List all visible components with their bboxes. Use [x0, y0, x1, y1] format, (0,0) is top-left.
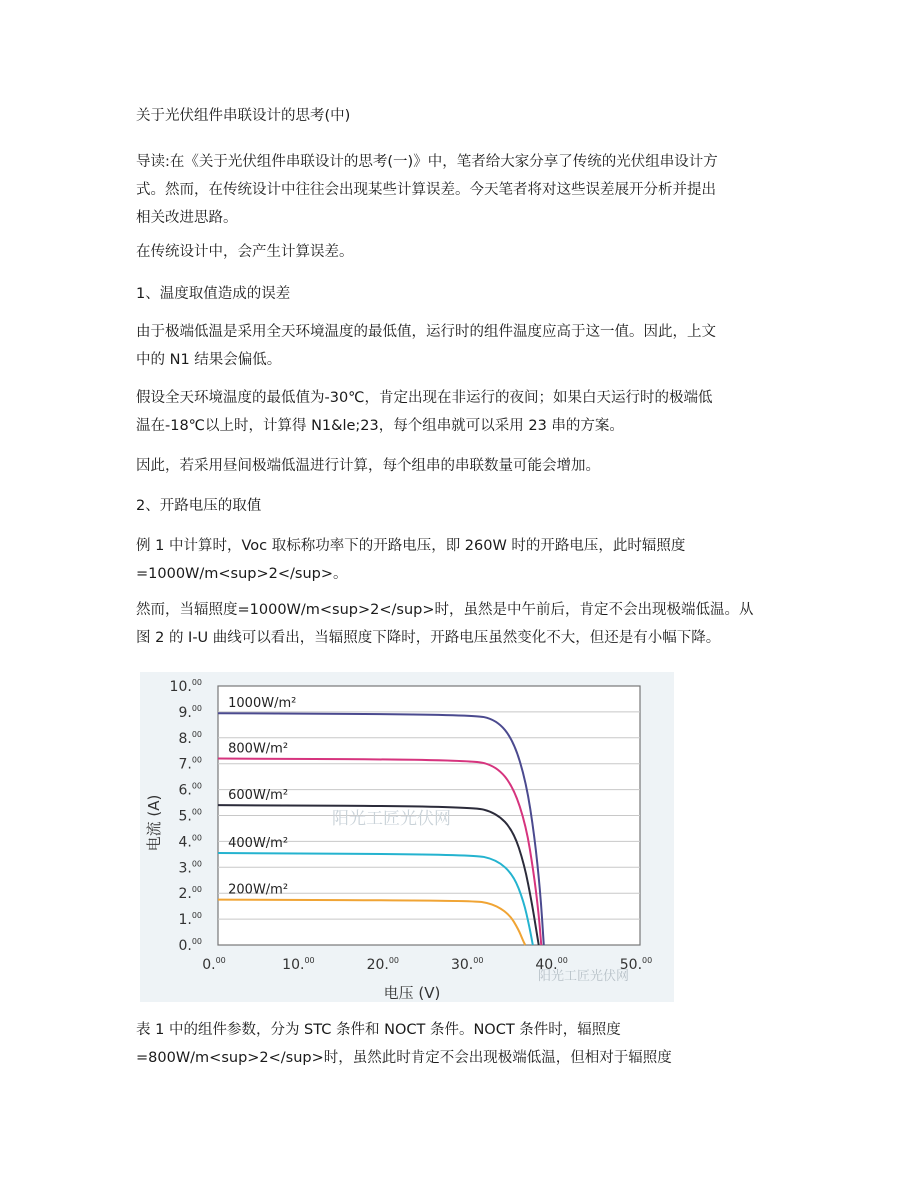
series-label: 800W/m²	[228, 741, 289, 757]
section-heading-2: 2、开路电压的取值	[136, 498, 262, 514]
x-tick-decimals: 00	[557, 956, 568, 965]
text-line: 中的 N1 结果会偏低。	[136, 352, 282, 368]
text-line: 假设全天环境温度的最低值为-30℃，肯定出现在非运行的夜间；如果白天运行时的极端低	[136, 390, 713, 406]
text-line: 温在-18℃以上时，计算得 N1&le;23，每个组串就可以采用 23 串的方案。	[136, 418, 624, 434]
paragraph	[136, 596, 786, 652]
text-line: 例 1 中计算时，Voc 取标称功率下的开路电压，即 260W 时的开路电压，此时辐照度	[136, 538, 686, 554]
iu-curve-figure	[140, 672, 674, 1002]
y-tick-label: 8.00	[178, 729, 202, 747]
section-heading-1: 1、温度取值造成的误差	[136, 286, 291, 302]
x-tick-label: 0.00	[202, 956, 226, 973]
paragraph	[136, 1016, 786, 1072]
text-line: 由于极端低温是采用全天环境温度的最低值，运行时的组件温度应高于这一值。因此，上文	[136, 324, 716, 340]
text-line: 相关改进思路。	[136, 210, 238, 226]
series-label: 1000W/m²	[228, 696, 297, 712]
document-title: 关于光伏组件串联设计的思考(中)	[136, 108, 351, 124]
y-tick-decimals: 00	[191, 833, 202, 843]
paragraph	[136, 384, 786, 440]
y-tick-label: 0.00	[178, 937, 202, 954]
y-tick-decimals: 00	[191, 937, 202, 946]
x-tick-label: 10.00	[282, 956, 315, 973]
x-tick-decimals: 00	[642, 956, 653, 965]
y-tick-label: 1.00	[178, 911, 202, 929]
y-axis-label: 电流 (A)	[145, 794, 163, 852]
x-tick-label: 40.00	[535, 956, 568, 973]
y-tick-decimals: 00	[191, 678, 202, 687]
intro-paragraph	[136, 148, 786, 232]
y-tick-label: 6.00	[178, 781, 202, 799]
y-tick-decimals: 00	[191, 807, 202, 817]
text-line: 然而，当辐照度=1000W/m<sup>2</sup>时，虽然是中午前后，肯定不会出现极端低温。从	[136, 602, 754, 618]
y-tick-labels	[170, 678, 202, 954]
x-tick-decimals: 00	[215, 956, 226, 965]
y-tick-label: 2.00	[178, 885, 202, 903]
x-tick-decimals: 00	[388, 956, 400, 965]
x-axis-label: 电压 (V)	[383, 984, 441, 1002]
errors-paragraph: 在传统设计中，会产生计算误差。	[136, 244, 354, 260]
watermark: 阳光工匠光伏网	[332, 809, 451, 829]
series-label: 600W/m²	[228, 788, 289, 804]
y-tick-label: 7.00	[178, 755, 202, 773]
iu-curve-chart	[140, 672, 674, 1002]
series-label: 200W/m²	[228, 882, 289, 898]
watermark-logo-text: 阳光工匠光伏网	[538, 969, 630, 984]
y-tick-label: 4.00	[178, 833, 202, 851]
x-tick-decimals: 00	[473, 956, 484, 965]
y-tick-label: 3.00	[178, 859, 202, 877]
y-tick-label: 5.00	[178, 807, 202, 825]
x-tick-decimals: 00	[304, 956, 315, 965]
text-line: 图 2 的 I-U 曲线可以看出，当辐照度下降时，开路电压虽然变化不大，但还是有小幅下降。	[136, 630, 721, 646]
text-line: =1000W/m<sup>2</sup>。	[136, 566, 348, 582]
y-tick-label: 9.00	[178, 703, 202, 721]
y-tick-decimals: 00	[191, 859, 202, 869]
text-line: 导读:在《关于光伏组件串联设计的思考(一)》中，笔者给大家分享了传统的光伏组串设计方	[136, 154, 718, 170]
y-tick-decimals: 00	[191, 781, 202, 791]
text-line: 式。然而，在传统设计中往往会出现某些计算误差。今天笔者将对这些误差展开分析并提出	[136, 182, 716, 198]
y-tick-decimals: 00	[191, 703, 202, 713]
x-tick-label: 50.00	[619, 956, 653, 973]
x-tick-label: 20.00	[366, 956, 400, 973]
x-tick-label: 30.00	[450, 956, 484, 973]
paragraph	[136, 532, 786, 588]
y-tick-decimals: 00	[191, 911, 202, 921]
text-line: 表 1 中的组件参数，分为 STC 条件和 NOCT 条件。NOCT 条件时，辐照度	[136, 1022, 621, 1038]
y-tick-decimals: 00	[191, 885, 202, 895]
y-tick-label: 10.00	[169, 678, 202, 695]
y-tick-decimals: 00	[191, 729, 202, 739]
text-line: =800W/m<sup>2</sup>时，虽然此时肯定不会出现极端低温，但相对于辐照度	[136, 1050, 672, 1066]
series-label: 400W/m²	[228, 836, 289, 852]
paragraph: 因此，若采用昼间极端低温进行计算，每个组串的串联数量可能会增加。	[136, 458, 600, 474]
paragraph	[136, 318, 786, 374]
y-tick-decimals: 00	[191, 755, 202, 765]
